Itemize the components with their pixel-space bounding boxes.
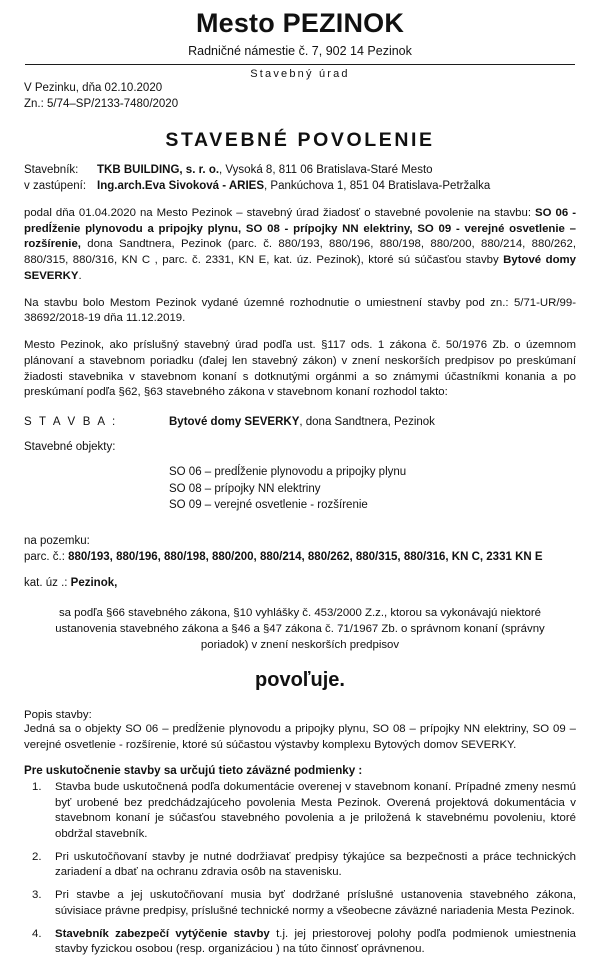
cadastre-row <box>24 577 576 589</box>
document-page <box>0 8 600 956</box>
agent-row <box>24 179 576 195</box>
cadastre-value: Pezinok, <box>70 576 118 589</box>
cadastre-prefix: kat. úz .: <box>24 576 71 589</box>
objects-label: Stavebné objekty: <box>24 441 116 454</box>
parcel-numbers: 880/193, 880/196, 880/198, 880/200, 880/214, 880/262, 880/315, 880/316, KN C, 2331 KN E <box>68 551 543 564</box>
list-item-text: Pri uskutočňovaní stavby je nutné dodržiavať predpisy týkajúce sa bezpečnosti a práce technických zariadení a dbať na ochranu zdravia osôb na stavenisku. <box>55 850 576 879</box>
header-divider <box>25 64 575 65</box>
list-item: SO 09 – verejné osvetlenie - rozšírenie <box>169 499 368 512</box>
stavba-location: , dona Sandtnera, Pezinok <box>299 415 435 428</box>
agent-label: v zastúpení: <box>24 180 87 193</box>
agent-address: , Pankúchova 1, 851 04 Bratislava-Petržalka <box>264 180 491 193</box>
list-item-text: t.j. jej priestorovej polohy podľa podmienok umiestnenia stavby fyzickou osobou (resp. organizáciou ) na túto činnosť oprávnenou. <box>55 927 576 956</box>
list-item <box>24 888 576 919</box>
list-item-number: 2. <box>32 850 42 863</box>
conditions-list <box>24 780 576 958</box>
list-item: SO 06 – predĺženie plynovodu a pripojky plynu <box>169 466 407 479</box>
stavba-value <box>169 414 435 430</box>
list-item <box>24 780 576 843</box>
description-text: Jedná sa o objekty SO 06 – predĺženie plynovodu a pripojky plynu, SO 08 – prípojky NN elektriny, SO 09 – verejné osvetlenie - rozšírenie, ktoré sú súčastou výstavby komplexu Bytových domov SEVERKY. <box>24 723 576 752</box>
grant-statement: povoľuje. <box>255 669 345 692</box>
builder-address: , Vysoká 8, 811 06 Bratislava-Staré Mesto <box>219 164 433 177</box>
document-meta <box>24 81 576 112</box>
list-item-number: 3. <box>32 889 42 902</box>
application-parcels: dona Sandtnera, Pezinok (parc. č. 880/193, 880/196, 880/198, 880/200, 880/214, 880/262, 880/315, 880/316, KN C , parc. č. 2331, KN E, kat. úz. Pezinok), ktoré sú súčasťou stavby <box>24 238 576 267</box>
plot-label: na pozemku: <box>24 535 90 548</box>
document-title: STAVEBNÉ POVOLENIE <box>165 129 435 152</box>
land-block <box>24 533 576 566</box>
application-intro: podal dňa 01.04.2020 na Mesto Pezinok – stavebný úrad žiadosť o stavebné povolenie na stavbu: <box>24 206 536 219</box>
agent-name: Ing.arch.Eva Sivoková - ARIES <box>97 180 265 193</box>
objects-list <box>169 464 576 514</box>
parcel-prefix: parc. č.: <box>24 551 69 564</box>
legal-basis-note: sa podľa §66 stavebného zákona, §10 vyhlášky č. 453/2000 Z.z., ktorou sa vykonávajú niektoré ustanovenia stavebného zákona a §46 a §47 zákona č. 71/1967 Zb. o správnom konaní (správny poriadok) v znení neskorších predpisov <box>55 606 545 652</box>
reference-number: Zn.: 5/74–SP/2133-7480/2020 <box>24 97 179 110</box>
organization-title: Mesto PEZINOK <box>195 8 405 38</box>
builder-name: TKB BUILDING, s. r. o. <box>97 164 220 177</box>
list-item-text: Pri stavbe a jej uskutočňovaní musia byť dodržané príslušné ustanovenia stavebného zákona, súvisiace právne predpisy, príslušné technické normy a všeobecne záväzné nariadenia Mesta Pezinok. <box>55 889 576 917</box>
list-item-number: 1. <box>32 780 42 793</box>
list-item-number: 4. <box>32 927 42 940</box>
list-item: SO 08 – prípojky NN elektriny <box>169 482 321 495</box>
authority-paragraph: Mesto Pezinok, ako príslušný stavebný úrad podľa ust. §117 ods. 1 zákona č. 50/1976 Zb. o územnom plánovaní a stavebnom poriadku (ďalej len stavebný zákon) v znení neskorších predpisov po preskúmaní žiadosti stavebnika v stavebnom konaní s dotknutými orgánmi a so známymi účastníkmi konania a po preskúmaní podľa §62, §63 stavebného zákona v stavebnom konaní rozhodol takto: <box>24 339 576 399</box>
builder-value <box>97 163 576 179</box>
stavba-name: Bytové domy SEVERKY <box>169 415 300 428</box>
list-item <box>24 927 576 958</box>
list-item <box>24 850 576 881</box>
builder-row <box>24 163 576 179</box>
stavba-label: S T A V B A : <box>24 415 118 428</box>
application-building-name: Bytové domy SEVERKY <box>24 254 576 282</box>
list-item-text: Stavba bude uskutočnená podľa dokumentácie overenej v stavebnom konaní. Prípadné zmeny nesmú byť urobené bez predchádzajúceho povolenia Mesta Pezinok. Overená projektová dokumentácia v stavebnom konaní je súčasťou stavebného povolenia a je priložená k stavebnému povoleniu, ktoré obdržal stavebník. <box>55 780 576 840</box>
department-name: Stavebný úrad <box>250 68 350 81</box>
description-label: Popis stavby: <box>24 709 92 722</box>
parties-block <box>24 163 576 195</box>
builder-label: Stavebník: <box>24 164 79 177</box>
conditions-heading: Pre uskutočnenie stavby sa určujú tieto záväzné podmienky : <box>24 763 363 777</box>
application-objects: SO 06 - predĺženie plynovodu a pripojky plynu, SO 08 - prípojky NN elektriny, SO 09 - verejné osvetlenie – rozšírenie, <box>24 206 577 251</box>
zoning-decision-paragraph: Na stavbu bolo Mestom Pezinok vydané územné rozhodnutie o umiestnení stavby pod zn.: 5/71-UR/99-38692/2018-19 dňa 11.12.2019. <box>24 296 576 325</box>
application-period: . <box>78 269 82 282</box>
application-paragraph <box>24 206 576 285</box>
parcel-row <box>24 549 576 565</box>
agent-value <box>97 179 576 195</box>
list-item-emphasis: Stavebník zabezpečí vytýčenie stavby <box>55 927 270 940</box>
organization-address: Radničné námestie č. 7, 902 14 Pezinok <box>188 43 412 58</box>
place-and-date: V Pezinku, dňa 02.10.2020 <box>24 82 163 95</box>
stavba-row <box>24 414 576 430</box>
